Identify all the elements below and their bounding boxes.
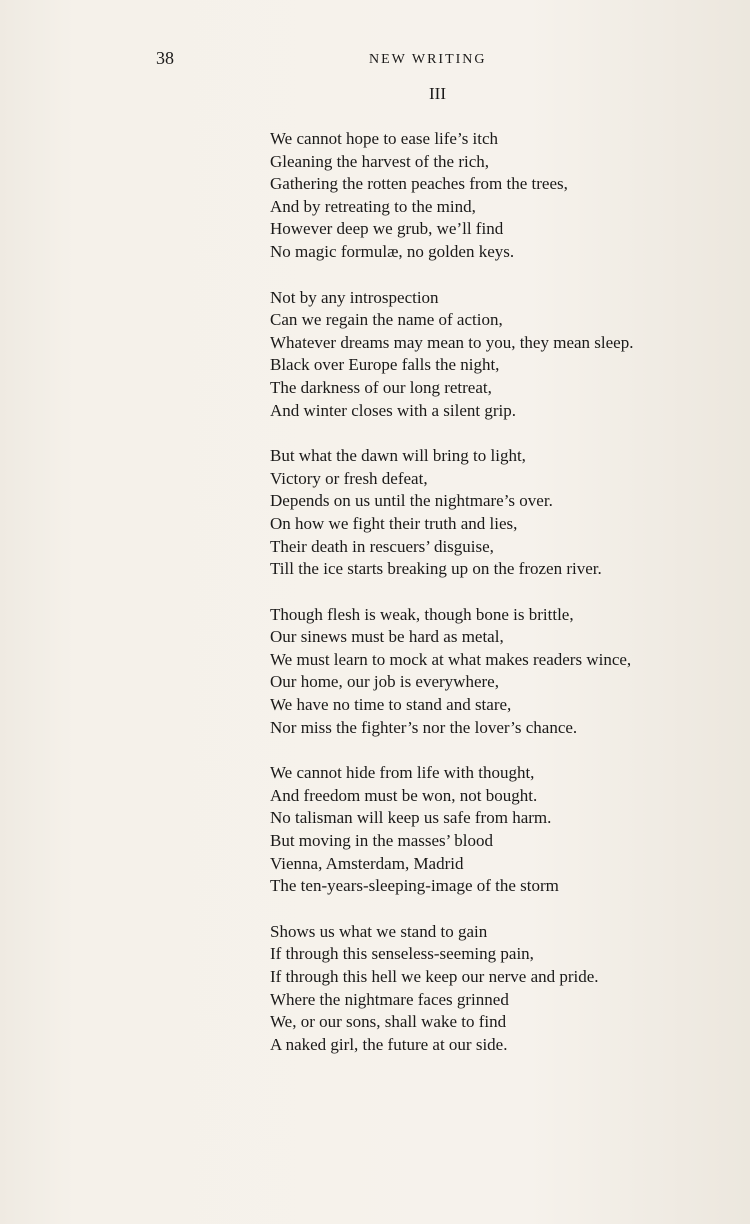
poem-line: Gleaning the harvest of the rich, (270, 151, 490, 171)
poem-line: However deep we grub, we’ll find (270, 219, 504, 239)
running-head: NEW WRITING (369, 52, 487, 67)
poem-line: Not by any introspection (270, 287, 439, 307)
poem-line: Shows us what we stand to gain (270, 921, 488, 941)
poem-line: And winter closes with a silent grip. (270, 400, 516, 420)
poem-line: Though flesh is weak, though bone is brittle, (270, 604, 574, 624)
poem-line: But moving in the masses’ blood (270, 831, 494, 851)
poem-line: And freedom must be won, not bought. (270, 785, 538, 805)
poem-line: Nor miss the fighter’s nor the lover’s chance. (270, 717, 578, 737)
poem-line: The ten-years-sleeping-image of the storm (270, 876, 559, 896)
poem-line: The darkness of our long retreat, (270, 377, 492, 397)
poem-line: Till the ice starts breaking up on the frozen river. (270, 559, 602, 579)
poem-line: On how we fight their truth and lies, (270, 513, 518, 533)
poem-line: Can we regain the name of action, (270, 310, 503, 330)
stanza (270, 287, 745, 423)
poem-line: But what the dawn will bring to light, (270, 446, 526, 466)
poem-line: No magic formulæ, no golden keys. (270, 241, 515, 261)
poem (270, 128, 745, 1079)
poem-line: No talisman will keep us safe from harm. (270, 808, 552, 828)
poem-line: Victory or fresh defeat, (270, 468, 428, 488)
section-number: III (429, 84, 446, 103)
poem-line: Whatever dreams may mean to you, they mean sleep. (270, 332, 634, 352)
poem-line: We must learn to mock at what makes readers wince, (270, 649, 632, 669)
poem-line: Black over Europe falls the night, (270, 355, 500, 375)
stanza (270, 445, 745, 581)
poem-line: We, or our sons, shall wake to find (270, 1012, 507, 1032)
poem-line: We have no time to stand and stare, (270, 695, 512, 715)
poem-line: Our home, our job is everywhere, (270, 672, 499, 692)
stanza (270, 921, 745, 1057)
poem-line: And by retreating to the mind, (270, 196, 476, 216)
poem-line: If through this hell we keep our nerve and pride. (270, 967, 599, 986)
poem-line: Where the nightmare faces grinned (270, 989, 509, 1009)
poem-line: Their death in rescuers’ disguise, (270, 536, 494, 556)
poem-line: Our sinews must be hard as metal, (270, 627, 504, 647)
poem-line: Gathering the rotten peaches from the trees, (270, 174, 568, 194)
page-number: 38 (156, 48, 174, 68)
poem-line: We cannot hide from life with thought, (270, 763, 535, 783)
poem-line: A naked girl, the future at our side. (270, 1034, 508, 1054)
poem-line: If through this senseless-seeming pain, (270, 944, 534, 964)
stanza (270, 604, 745, 740)
stanza (270, 762, 745, 898)
poem-line: Depends on us until the nightmare’s over. (270, 491, 553, 511)
poem-line: Vienna, Amsterdam, Madrid (270, 853, 464, 873)
poem-line: We cannot hope to ease life’s itch (270, 129, 499, 148)
stanza (270, 128, 745, 264)
